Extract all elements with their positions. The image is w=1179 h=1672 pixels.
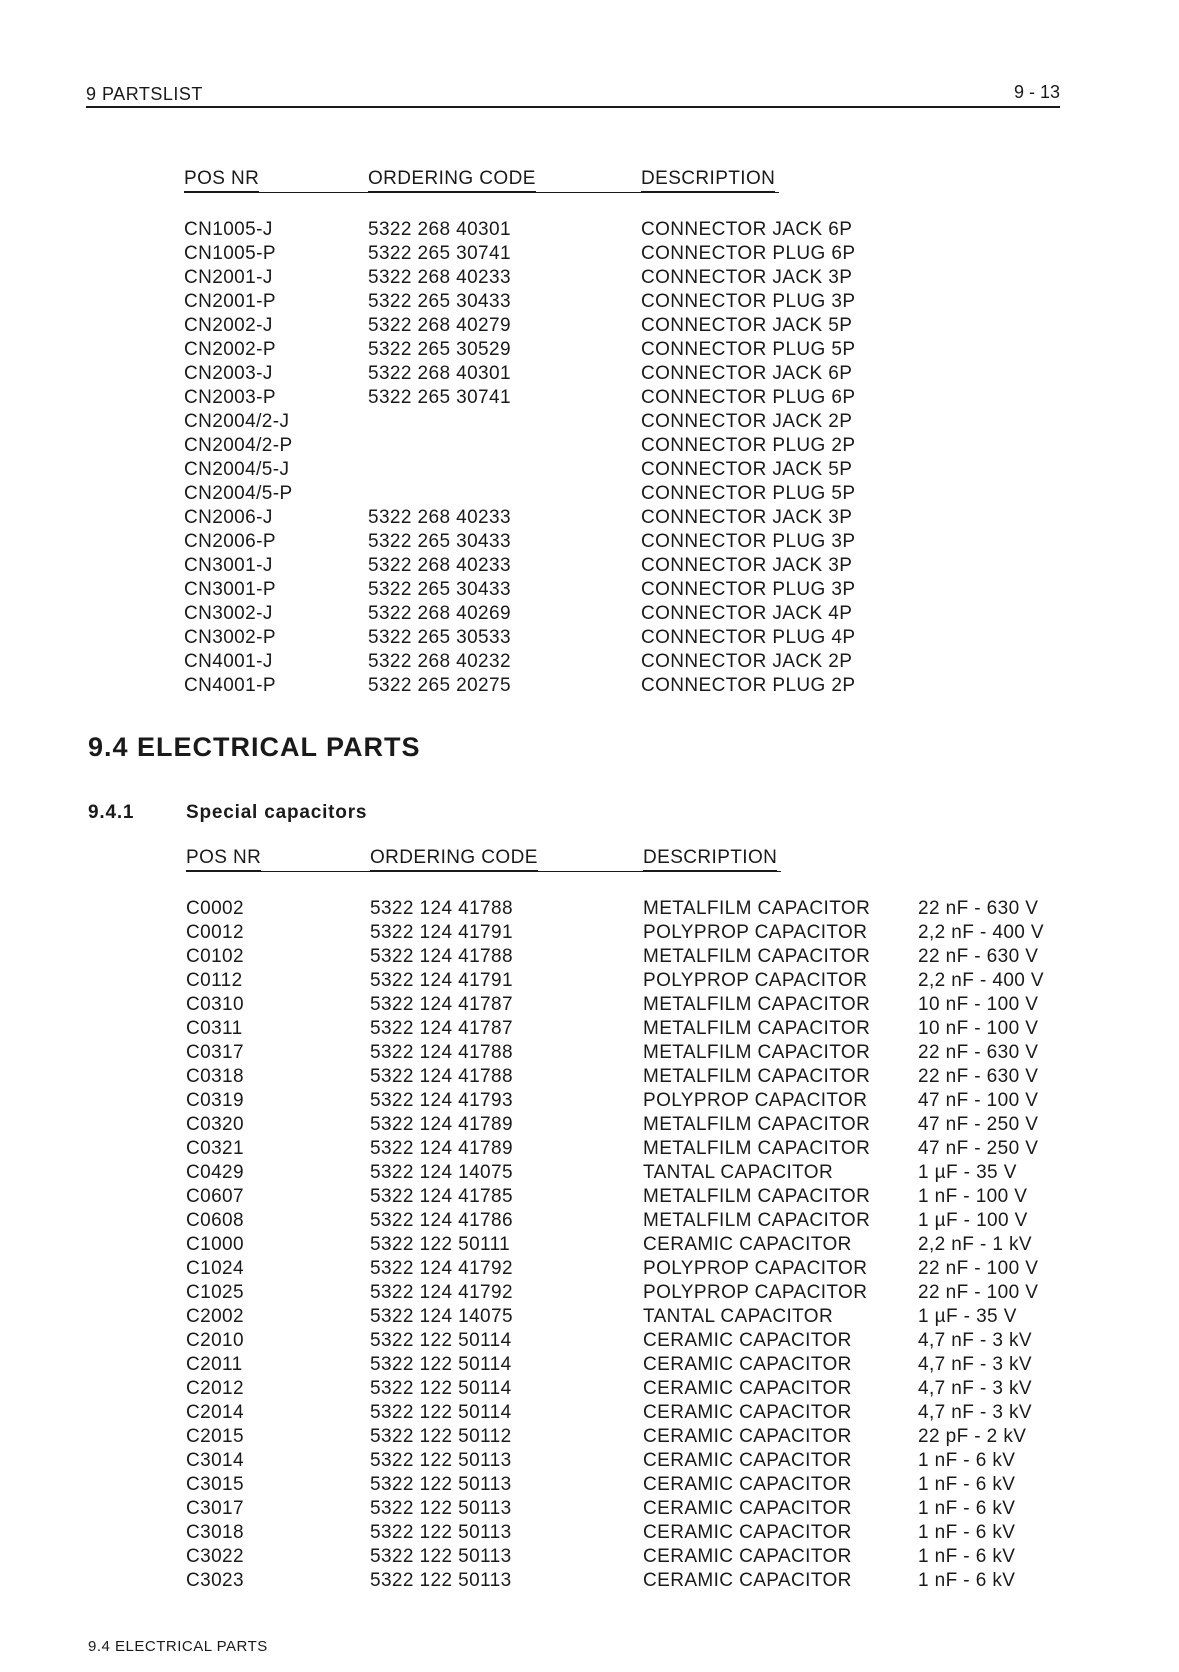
table-row <box>186 1401 1066 1425</box>
desc-cell: CONNECTOR JACK 3P <box>641 267 853 288</box>
pos-cell: C0012 <box>186 922 244 943</box>
pos-cell: CN2002-J <box>184 315 273 336</box>
desc-cell: METALFILM CAPACITOR <box>643 946 871 967</box>
pos-cell: C3023 <box>186 1570 244 1591</box>
code-cell: 5322 124 41792 <box>370 1258 513 1279</box>
header-rule <box>184 192 779 193</box>
value-cell: 1 nF - 6 kV <box>918 1498 1016 1519</box>
table-row <box>186 921 1066 945</box>
pos-cell: C3018 <box>186 1522 244 1543</box>
pos-cell: CN2003-P <box>184 387 276 408</box>
desc-cell: CERAMIC CAPACITOR <box>643 1522 852 1543</box>
table-row <box>184 530 904 554</box>
capacitor-table-header <box>186 847 1066 873</box>
desc-cell: CONNECTOR PLUG 5P <box>641 483 856 504</box>
table-row <box>184 554 904 578</box>
subsection-title: Special capacitors <box>186 802 368 823</box>
pos-cell: CN3002-J <box>184 603 273 624</box>
table-row <box>186 1449 1066 1473</box>
code-cell: 5322 268 40269 <box>368 603 511 624</box>
code-cell: 5322 268 40232 <box>368 651 511 672</box>
table-row <box>184 674 904 698</box>
pos-cell: CN2004/2-P <box>184 435 293 456</box>
code-cell: 5322 268 40279 <box>368 315 511 336</box>
desc-cell: CONNECTOR PLUG 3P <box>641 291 856 312</box>
value-cell: 4,7 nF - 3 kV <box>918 1402 1032 1423</box>
code-cell: 5322 124 41793 <box>370 1090 513 1111</box>
code-cell: 5322 265 30433 <box>368 291 511 312</box>
value-cell: 47 nF - 250 V <box>918 1138 1039 1159</box>
value-cell: 1 nF - 6 kV <box>918 1450 1016 1471</box>
table-row <box>186 1353 1066 1377</box>
code-cell: 5322 268 40233 <box>368 507 511 528</box>
code-cell: 5322 124 41787 <box>370 1018 513 1039</box>
value-cell: 47 nF - 250 V <box>918 1114 1039 1135</box>
desc-cell: CERAMIC CAPACITOR <box>643 1450 852 1471</box>
table-row <box>186 1089 1066 1113</box>
desc-cell: CERAMIC CAPACITOR <box>643 1402 852 1423</box>
pos-cell: CN2006-J <box>184 507 273 528</box>
code-cell: 5322 122 50111 <box>370 1234 511 1255</box>
pos-cell: C0002 <box>186 898 244 919</box>
pos-cell: C0317 <box>186 1042 244 1063</box>
desc-cell: POLYPROP CAPACITOR <box>643 1258 868 1279</box>
code-cell: 5322 122 50114 <box>370 1330 512 1351</box>
pos-cell: CN2004/5-P <box>184 483 293 504</box>
pos-cell: CN1005-P <box>184 243 276 264</box>
pos-cell: C2015 <box>186 1426 244 1447</box>
desc-cell: CONNECTOR JACK 6P <box>641 363 853 384</box>
value-cell: 1 µF - 100 V <box>918 1210 1028 1231</box>
desc-cell: CONNECTOR JACK 5P <box>641 315 853 336</box>
pos-cell: C1000 <box>186 1234 244 1255</box>
desc-cell: METALFILM CAPACITOR <box>643 898 871 919</box>
desc-cell: METALFILM CAPACITOR <box>643 1114 871 1135</box>
value-cell: 22 nF - 630 V <box>918 898 1039 919</box>
desc-cell: CONNECTOR JACK 3P <box>641 507 853 528</box>
pos-cell: C0608 <box>186 1210 244 1231</box>
value-cell: 4,7 nF - 3 kV <box>918 1354 1032 1375</box>
pos-cell: CN2004/5-J <box>184 459 290 480</box>
desc-cell: CERAMIC CAPACITOR <box>643 1354 852 1375</box>
pos-cell: C2012 <box>186 1378 244 1399</box>
column-header-code: ORDERING CODE <box>368 168 536 192</box>
table-row <box>184 266 904 290</box>
table-row <box>184 626 904 650</box>
code-cell: 5322 265 30433 <box>368 531 511 552</box>
table-row <box>186 1257 1066 1281</box>
table-row <box>186 1569 1066 1593</box>
value-cell: 1 nF - 6 kV <box>918 1570 1016 1591</box>
page-footer: 9.4 ELECTRICAL PARTS <box>88 1638 268 1655</box>
pos-cell: C2002 <box>186 1306 244 1327</box>
value-cell: 22 nF - 630 V <box>918 946 1039 967</box>
desc-cell: METALFILM CAPACITOR <box>643 1066 871 1087</box>
desc-cell: CERAMIC CAPACITOR <box>643 1426 852 1447</box>
code-cell: 5322 265 30741 <box>368 387 511 408</box>
desc-cell: CONNECTOR JACK 2P <box>641 651 853 672</box>
code-cell: 5322 124 41788 <box>370 1042 513 1063</box>
code-cell: 5322 122 50114 <box>370 1378 512 1399</box>
pos-cell: C2010 <box>186 1330 244 1351</box>
pos-cell: CN2001-P <box>184 291 276 312</box>
column-header-desc: DESCRIPTION <box>641 168 775 192</box>
desc-cell: CERAMIC CAPACITOR <box>643 1378 852 1399</box>
code-cell: 5322 122 50113 <box>370 1570 512 1591</box>
code-cell: 5322 265 30533 <box>368 627 511 648</box>
pos-cell: C2014 <box>186 1402 244 1423</box>
desc-cell: POLYPROP CAPACITOR <box>643 922 868 943</box>
desc-cell: CERAMIC CAPACITOR <box>643 1546 852 1567</box>
pos-cell: CN2003-J <box>184 363 273 384</box>
pos-cell: C0429 <box>186 1162 244 1183</box>
table-row <box>184 578 904 602</box>
column-header-code: ORDERING CODE <box>370 847 538 871</box>
table-row <box>186 1473 1066 1497</box>
table-row <box>184 602 904 626</box>
value-cell: 4,7 nF - 3 kV <box>918 1330 1032 1351</box>
value-cell: 22 nF - 630 V <box>918 1042 1039 1063</box>
table-row <box>186 1545 1066 1569</box>
connector-rows <box>184 218 904 698</box>
pos-cell: C1024 <box>186 1258 244 1279</box>
code-cell: 5322 124 41787 <box>370 994 513 1015</box>
code-cell: 5322 124 41788 <box>370 946 513 967</box>
desc-cell: METALFILM CAPACITOR <box>643 1138 871 1159</box>
table-row <box>186 897 1066 921</box>
desc-cell: CONNECTOR PLUG 4P <box>641 627 856 648</box>
code-cell: 5322 268 40301 <box>368 363 511 384</box>
desc-cell: CONNECTOR JACK 5P <box>641 459 853 480</box>
desc-cell: CONNECTOR PLUG 2P <box>641 675 856 696</box>
code-cell: 5322 122 50113 <box>370 1546 512 1567</box>
desc-cell: CONNECTOR PLUG 5P <box>641 339 856 360</box>
section-title: 9.4 ELECTRICAL PARTS <box>88 732 421 762</box>
desc-cell: CERAMIC CAPACITOR <box>643 1570 852 1591</box>
pos-cell: CN4001-J <box>184 651 273 672</box>
code-cell: 5322 122 50113 <box>370 1474 512 1495</box>
value-cell: 2,2 nF - 1 kV <box>918 1234 1032 1255</box>
table-row <box>184 218 904 242</box>
code-cell: 5322 122 50113 <box>370 1450 512 1471</box>
table-row <box>186 1185 1066 1209</box>
table-row <box>186 1425 1066 1449</box>
pos-cell: C0607 <box>186 1186 244 1207</box>
connector-table-header <box>184 168 904 194</box>
pos-cell: C3014 <box>186 1450 244 1471</box>
table-row <box>186 945 1066 969</box>
code-cell: 5322 122 50114 <box>370 1402 512 1423</box>
table-row <box>184 386 904 410</box>
desc-cell: CONNECTOR PLUG 6P <box>641 387 856 408</box>
table-row <box>186 1281 1066 1305</box>
pos-cell: CN4001-P <box>184 675 276 696</box>
desc-cell: CONNECTOR JACK 4P <box>641 603 853 624</box>
value-cell: 47 nF - 100 V <box>918 1090 1039 1111</box>
code-cell: 5322 265 30433 <box>368 579 511 600</box>
code-cell: 5322 124 14075 <box>370 1306 513 1327</box>
value-cell: 1 µF - 35 V <box>918 1162 1017 1183</box>
pos-cell: CN2004/2-J <box>184 411 290 432</box>
pos-cell: CN2006-P <box>184 531 276 552</box>
desc-cell: CONNECTOR JACK 2P <box>641 411 853 432</box>
value-cell: 2,2 nF - 400 V <box>918 922 1045 943</box>
column-header-desc: DESCRIPTION <box>643 847 777 871</box>
value-cell: 22 nF - 100 V <box>918 1258 1039 1279</box>
desc-cell: METALFILM CAPACITOR <box>643 1018 871 1039</box>
desc-cell: POLYPROP CAPACITOR <box>643 1090 868 1111</box>
pos-cell: CN2002-P <box>184 339 276 360</box>
pos-cell: C0102 <box>186 946 244 967</box>
table-row <box>184 290 904 314</box>
table-row <box>184 482 904 506</box>
pos-cell: CN1005-J <box>184 219 273 240</box>
connector-table <box>184 168 904 698</box>
pos-cell: C3017 <box>186 1498 244 1519</box>
code-cell: 5322 122 50113 <box>370 1498 512 1519</box>
value-cell: 4,7 nF - 3 kV <box>918 1378 1032 1399</box>
code-cell: 5322 124 41792 <box>370 1282 513 1303</box>
pos-cell: CN3002-P <box>184 627 276 648</box>
table-row <box>186 1137 1066 1161</box>
table-row <box>184 434 904 458</box>
desc-cell: CONNECTOR PLUG 3P <box>641 531 856 552</box>
code-cell: 5322 124 41789 <box>370 1114 513 1135</box>
pos-cell: CN3001-P <box>184 579 276 600</box>
desc-cell: CERAMIC CAPACITOR <box>643 1498 852 1519</box>
page-header <box>86 80 1060 108</box>
table-row <box>184 242 904 266</box>
code-cell: 5322 122 50114 <box>370 1354 512 1375</box>
code-cell: 5322 124 41788 <box>370 898 513 919</box>
table-row <box>184 458 904 482</box>
code-cell: 5322 268 40233 <box>368 555 511 576</box>
desc-cell: CONNECTOR JACK 6P <box>641 219 853 240</box>
value-cell: 10 nF - 100 V <box>918 994 1039 1015</box>
desc-cell: CONNECTOR PLUG 2P <box>641 435 856 456</box>
desc-cell: METALFILM CAPACITOR <box>643 1210 871 1231</box>
header-title: 9 PARTSLIST <box>86 84 203 104</box>
value-cell: 10 nF - 100 V <box>918 1018 1039 1039</box>
desc-cell: CONNECTOR PLUG 6P <box>641 243 856 264</box>
code-cell: 5322 124 41786 <box>370 1210 513 1231</box>
code-cell: 5322 124 41785 <box>370 1186 513 1207</box>
pos-cell: CN2001-J <box>184 267 273 288</box>
desc-cell: TANTAL CAPACITOR <box>643 1306 834 1327</box>
code-cell: 5322 122 50112 <box>370 1426 512 1447</box>
code-cell: 5322 124 41788 <box>370 1066 513 1087</box>
value-cell: 1 nF - 6 kV <box>918 1474 1016 1495</box>
table-row <box>184 362 904 386</box>
code-cell: 5322 122 50113 <box>370 1522 512 1543</box>
table-row <box>184 338 904 362</box>
page-number: 9 - 13 <box>1013 82 1060 102</box>
pos-cell: C3022 <box>186 1546 244 1567</box>
code-cell: 5322 268 40301 <box>368 219 511 240</box>
value-cell: 22 pF - 2 kV <box>918 1426 1027 1447</box>
pos-cell: C3015 <box>186 1474 244 1495</box>
desc-cell: TANTAL CAPACITOR <box>643 1162 834 1183</box>
code-cell: 5322 265 30529 <box>368 339 511 360</box>
table-row <box>186 993 1066 1017</box>
table-row <box>184 410 904 434</box>
value-cell: 2,2 nF - 400 V <box>918 970 1045 991</box>
value-cell: 1 nF - 6 kV <box>918 1522 1016 1543</box>
code-cell: 5322 265 30741 <box>368 243 511 264</box>
table-row <box>186 1041 1066 1065</box>
table-row <box>186 1497 1066 1521</box>
table-row <box>186 1521 1066 1545</box>
desc-cell: CONNECTOR PLUG 3P <box>641 579 856 600</box>
code-cell: 5322 124 41791 <box>370 922 513 943</box>
desc-cell: METALFILM CAPACITOR <box>643 994 871 1015</box>
desc-cell: CERAMIC CAPACITOR <box>643 1330 852 1351</box>
pos-cell: C0321 <box>186 1138 244 1159</box>
pos-cell: CN3001-J <box>184 555 273 576</box>
desc-cell: CERAMIC CAPACITOR <box>643 1234 852 1255</box>
subsection-number: 9.4.1 <box>88 802 135 823</box>
desc-cell: CERAMIC CAPACITOR <box>643 1474 852 1495</box>
pos-cell: C0311 <box>186 1018 243 1039</box>
table-row <box>186 1329 1066 1353</box>
pos-cell: C2011 <box>186 1354 243 1375</box>
table-row <box>186 1065 1066 1089</box>
table-row <box>184 506 904 530</box>
header-rule <box>186 871 781 872</box>
code-cell: 5322 268 40233 <box>368 267 511 288</box>
value-cell: 1 µF - 35 V <box>918 1306 1017 1327</box>
code-cell: 5322 124 14075 <box>370 1162 513 1183</box>
column-header-pos: POS NR <box>184 168 259 192</box>
capacitor-table <box>186 847 1066 1593</box>
pos-cell: C0318 <box>186 1066 244 1087</box>
code-cell: 5322 124 41789 <box>370 1138 513 1159</box>
capacitor-rows <box>186 897 1066 1593</box>
table-row <box>186 1209 1066 1233</box>
table-row <box>186 1161 1066 1185</box>
column-header-pos: POS NR <box>186 847 261 871</box>
table-row <box>186 1113 1066 1137</box>
value-cell: 1 nF - 6 kV <box>918 1546 1016 1567</box>
value-cell: 1 nF - 100 V <box>918 1186 1028 1207</box>
desc-cell: CONNECTOR JACK 3P <box>641 555 853 576</box>
code-cell: 5322 265 20275 <box>368 675 511 696</box>
value-cell: 22 nF - 100 V <box>918 1282 1039 1303</box>
desc-cell: POLYPROP CAPACITOR <box>643 1282 868 1303</box>
table-row <box>186 969 1066 993</box>
desc-cell: POLYPROP CAPACITOR <box>643 970 868 991</box>
table-row <box>184 650 904 674</box>
pos-cell: C1025 <box>186 1282 244 1303</box>
pos-cell: C0320 <box>186 1114 244 1135</box>
desc-cell: METALFILM CAPACITOR <box>643 1186 871 1207</box>
pos-cell: C0319 <box>186 1090 244 1111</box>
table-row <box>186 1305 1066 1329</box>
code-cell: 5322 124 41791 <box>370 970 513 991</box>
value-cell: 22 nF - 630 V <box>918 1066 1039 1087</box>
pos-cell: C0310 <box>186 994 244 1015</box>
table-row <box>186 1017 1066 1041</box>
table-row <box>184 314 904 338</box>
desc-cell: METALFILM CAPACITOR <box>643 1042 871 1063</box>
table-row <box>186 1233 1066 1257</box>
pos-cell: C0112 <box>186 970 243 991</box>
table-row <box>186 1377 1066 1401</box>
